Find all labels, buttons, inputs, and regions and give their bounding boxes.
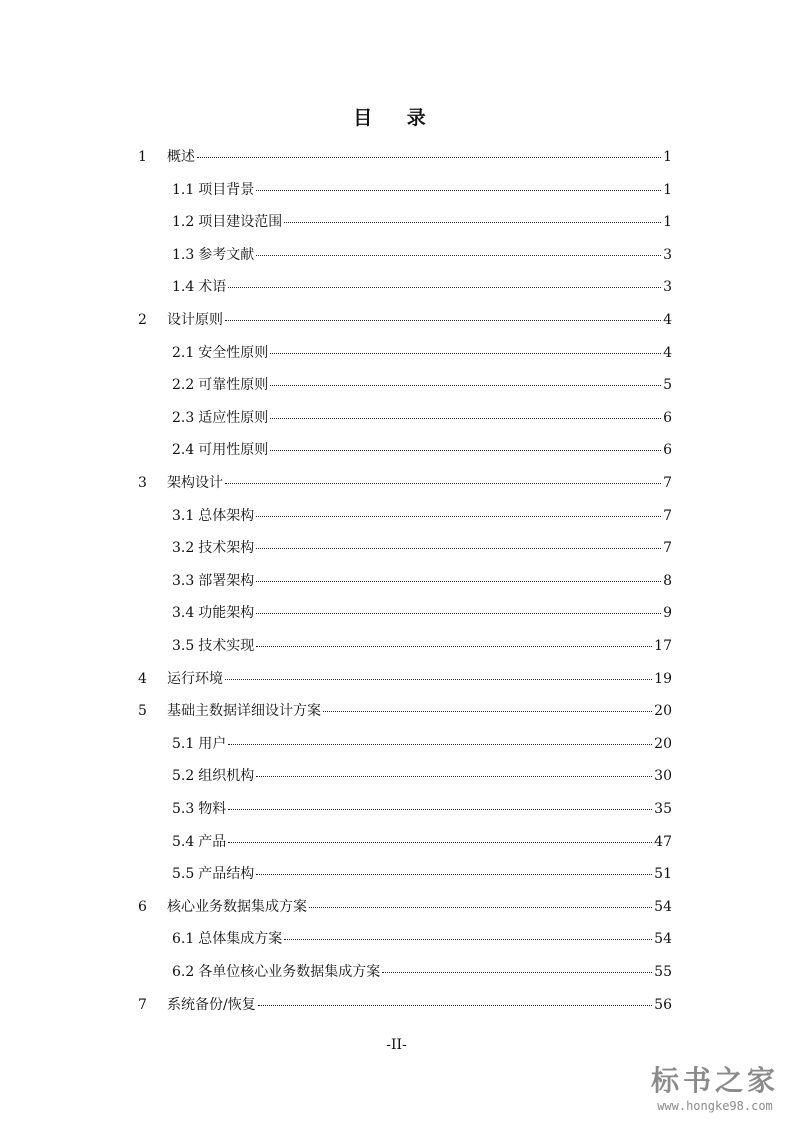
toc-dot-leader	[225, 679, 652, 680]
toc-dot-leader	[256, 874, 652, 875]
toc-entry-label: 设计原则	[167, 312, 223, 328]
toc-entry-number: 5.1	[172, 735, 195, 752]
toc-dot-leader	[225, 320, 661, 321]
toc-entry[interactable]	[138, 898, 672, 916]
toc-dot-leader	[270, 385, 661, 386]
toc-entry-number: 4	[138, 670, 147, 687]
toc-entry-label: 术语	[198, 279, 227, 296]
toc-entry-number: 3.1	[172, 507, 195, 524]
toc-entry-page: 7	[663, 540, 672, 557]
toc-title: 目 录	[353, 107, 440, 129]
watermark	[651, 1064, 779, 1114]
toc-entry-number: 2.1	[172, 344, 195, 361]
toc-entry-label: 项目建设范围	[198, 214, 283, 231]
toc-entry[interactable]	[172, 604, 672, 622]
toc-entry[interactable]	[172, 833, 672, 851]
toc-entry[interactable]	[172, 637, 672, 655]
toc-entry-page: 5	[663, 377, 672, 394]
toc-entry-page: 9	[663, 605, 672, 622]
toc-dot-leader	[256, 255, 661, 256]
toc-entry-page: 20	[654, 703, 672, 720]
toc-entry-number: 3	[138, 475, 147, 491]
toc-entry-number: 2	[138, 312, 147, 328]
toc-entry-number: 2.2	[172, 377, 195, 394]
toc-entry-number: 3.2	[172, 540, 195, 557]
toc-entry[interactable]	[172, 278, 672, 296]
toc-entry[interactable]	[172, 865, 672, 883]
toc-entry-number: 1.1	[172, 181, 195, 198]
toc-entry-label: 基础主数据详细设计方案	[167, 703, 321, 720]
toc-dot-leader	[256, 516, 661, 517]
toc-entry[interactable]	[172, 800, 672, 818]
toc-entry-page: 4	[663, 312, 672, 328]
toc-dot-leader	[256, 646, 652, 647]
toc-dot-leader	[256, 548, 661, 549]
toc-entry[interactable]	[172, 441, 672, 459]
toc-entry-page: 55	[654, 964, 672, 980]
toc-entry-label: 架构设计	[167, 475, 223, 491]
watermark-url: www.hongke98.com	[657, 1099, 773, 1113]
toc-entry-label: 物料	[198, 801, 227, 817]
toc-entry-label: 产品	[198, 833, 227, 850]
toc-dot-leader	[197, 157, 661, 158]
toc-entry-label: 项目背景	[198, 181, 255, 198]
toc-entry-number: 5.3	[172, 801, 195, 817]
toc-entry-label: 用户	[198, 735, 227, 752]
toc-dot-leader	[309, 907, 652, 908]
toc-entry[interactable]	[172, 930, 672, 948]
toc-entry-number: 6.2	[172, 964, 195, 980]
toc-entry-label: 总体架构	[198, 507, 255, 524]
toc-entry-page: 7	[663, 475, 672, 491]
toc-entry-label: 功能架构	[198, 605, 255, 622]
toc-entry[interactable]	[138, 702, 672, 720]
toc-entry-number: 3.4	[172, 605, 195, 622]
toc-entry-number: 6.1	[172, 931, 195, 948]
toc-entry-number: 3.5	[172, 638, 195, 654]
toc-entry-number: 7	[138, 996, 147, 1013]
toc-entry-page: 17	[654, 638, 672, 654]
watermark-title: 标书之家	[650, 1064, 779, 1097]
toc-dot-leader	[284, 939, 652, 940]
toc-dot-leader	[225, 483, 661, 484]
toc-entry-page: 6	[663, 409, 672, 426]
toc-entry-label: 运行环境	[167, 670, 223, 687]
toc-entry-label: 各单位核心业务数据集成方案	[198, 964, 381, 980]
toc-entry-number: 1.4	[172, 279, 195, 296]
toc-entry-page: 30	[654, 768, 672, 785]
toc-entry[interactable]	[172, 344, 672, 362]
toc-entry-label: 可靠性原则	[198, 377, 269, 394]
toc-entry-page: 3	[663, 246, 672, 263]
toc-entry-number: 3.3	[172, 572, 195, 589]
toc-dot-leader	[284, 222, 661, 223]
toc-entry-number: 5.4	[172, 833, 195, 850]
toc-entry-page: 1	[663, 181, 672, 198]
toc-entry[interactable]	[172, 181, 672, 199]
toc-entry-label: 组织机构	[198, 768, 255, 785]
toc-dot-leader	[323, 711, 652, 712]
toc-entry-label: 核心业务数据集成方案	[167, 898, 307, 915]
toc-entry-label: 可用性原则	[198, 442, 269, 459]
toc-entry-page: 51	[654, 866, 672, 883]
toc-dot-leader	[228, 287, 661, 288]
toc-entry[interactable]	[172, 735, 672, 753]
toc-entry[interactable]	[172, 246, 672, 264]
toc-entry-label: 安全性原则	[198, 344, 269, 361]
toc-entry-number: 6	[138, 898, 147, 915]
toc-entry-label: 部署架构	[198, 572, 255, 589]
toc-entry[interactable]	[172, 213, 672, 231]
toc-entry-page: 35	[654, 801, 672, 817]
toc-entry[interactable]	[172, 507, 672, 525]
toc-entry-page: 47	[654, 833, 672, 850]
toc-dot-leader	[270, 353, 661, 354]
toc-dot-leader	[382, 972, 652, 973]
toc-dot-leader	[228, 809, 652, 810]
toc-entry[interactable]	[138, 996, 672, 1014]
toc-entry[interactable]	[172, 572, 672, 590]
toc-entry-page: 4	[663, 344, 672, 361]
toc-entry-page: 1	[663, 149, 672, 165]
toc-entry[interactable]	[172, 767, 672, 785]
toc-entry[interactable]	[138, 670, 672, 688]
toc-dot-leader	[228, 744, 652, 745]
toc-entry-label: 参考文献	[198, 246, 255, 263]
toc-dot-leader	[256, 776, 652, 777]
toc-entry-label: 技术实现	[198, 638, 255, 654]
toc-entry-page: 1	[663, 214, 672, 231]
toc-entry-number: 5	[138, 703, 147, 720]
toc-entry-label: 产品结构	[198, 866, 255, 883]
toc-entry-number: 1.3	[172, 246, 195, 263]
toc-entry-page: 7	[663, 507, 672, 524]
toc-entry-label: 概述	[167, 149, 195, 165]
toc-entry-number: 5.2	[172, 768, 195, 785]
toc-entry-page: 8	[663, 572, 672, 589]
toc-entry-label: 系统备份/恢复	[167, 996, 256, 1013]
toc-entry-page: 56	[654, 996, 672, 1013]
page-number: -II-	[386, 1037, 407, 1053]
toc-dot-leader	[256, 581, 661, 582]
toc-dot-leader	[270, 418, 661, 419]
toc-entry[interactable]	[172, 376, 672, 394]
toc-entry-label: 技术架构	[198, 540, 255, 557]
toc-entry-label: 适应性原则	[198, 409, 269, 426]
toc-entry[interactable]	[138, 474, 672, 492]
toc-entry[interactable]	[138, 148, 672, 166]
toc-entry-page: 54	[654, 931, 672, 948]
toc-dot-leader	[256, 190, 661, 191]
toc-entry-number: 5.5	[172, 866, 195, 883]
toc-dot-leader	[258, 1005, 652, 1006]
toc-entry-page: 20	[654, 735, 672, 752]
toc-dot-leader	[228, 842, 652, 843]
toc-entry-number: 2.3	[172, 409, 195, 426]
toc-entry[interactable]	[138, 311, 672, 329]
toc-entry-page: 6	[663, 442, 672, 459]
toc-entry-number: 2.4	[172, 442, 195, 459]
toc-entry-label: 总体集成方案	[198, 931, 283, 948]
toc-entry[interactable]	[172, 963, 672, 981]
toc-entry-number: 1.2	[172, 214, 195, 231]
toc-entry-page: 54	[654, 898, 672, 915]
toc-entry-number: 1	[138, 149, 147, 165]
toc-dot-leader	[256, 613, 661, 614]
toc-entry[interactable]	[172, 409, 672, 427]
toc-entry[interactable]	[172, 539, 672, 557]
toc-entry-page: 3	[663, 279, 672, 296]
toc-dot-leader	[270, 450, 661, 451]
toc-entry-page: 19	[654, 670, 672, 687]
